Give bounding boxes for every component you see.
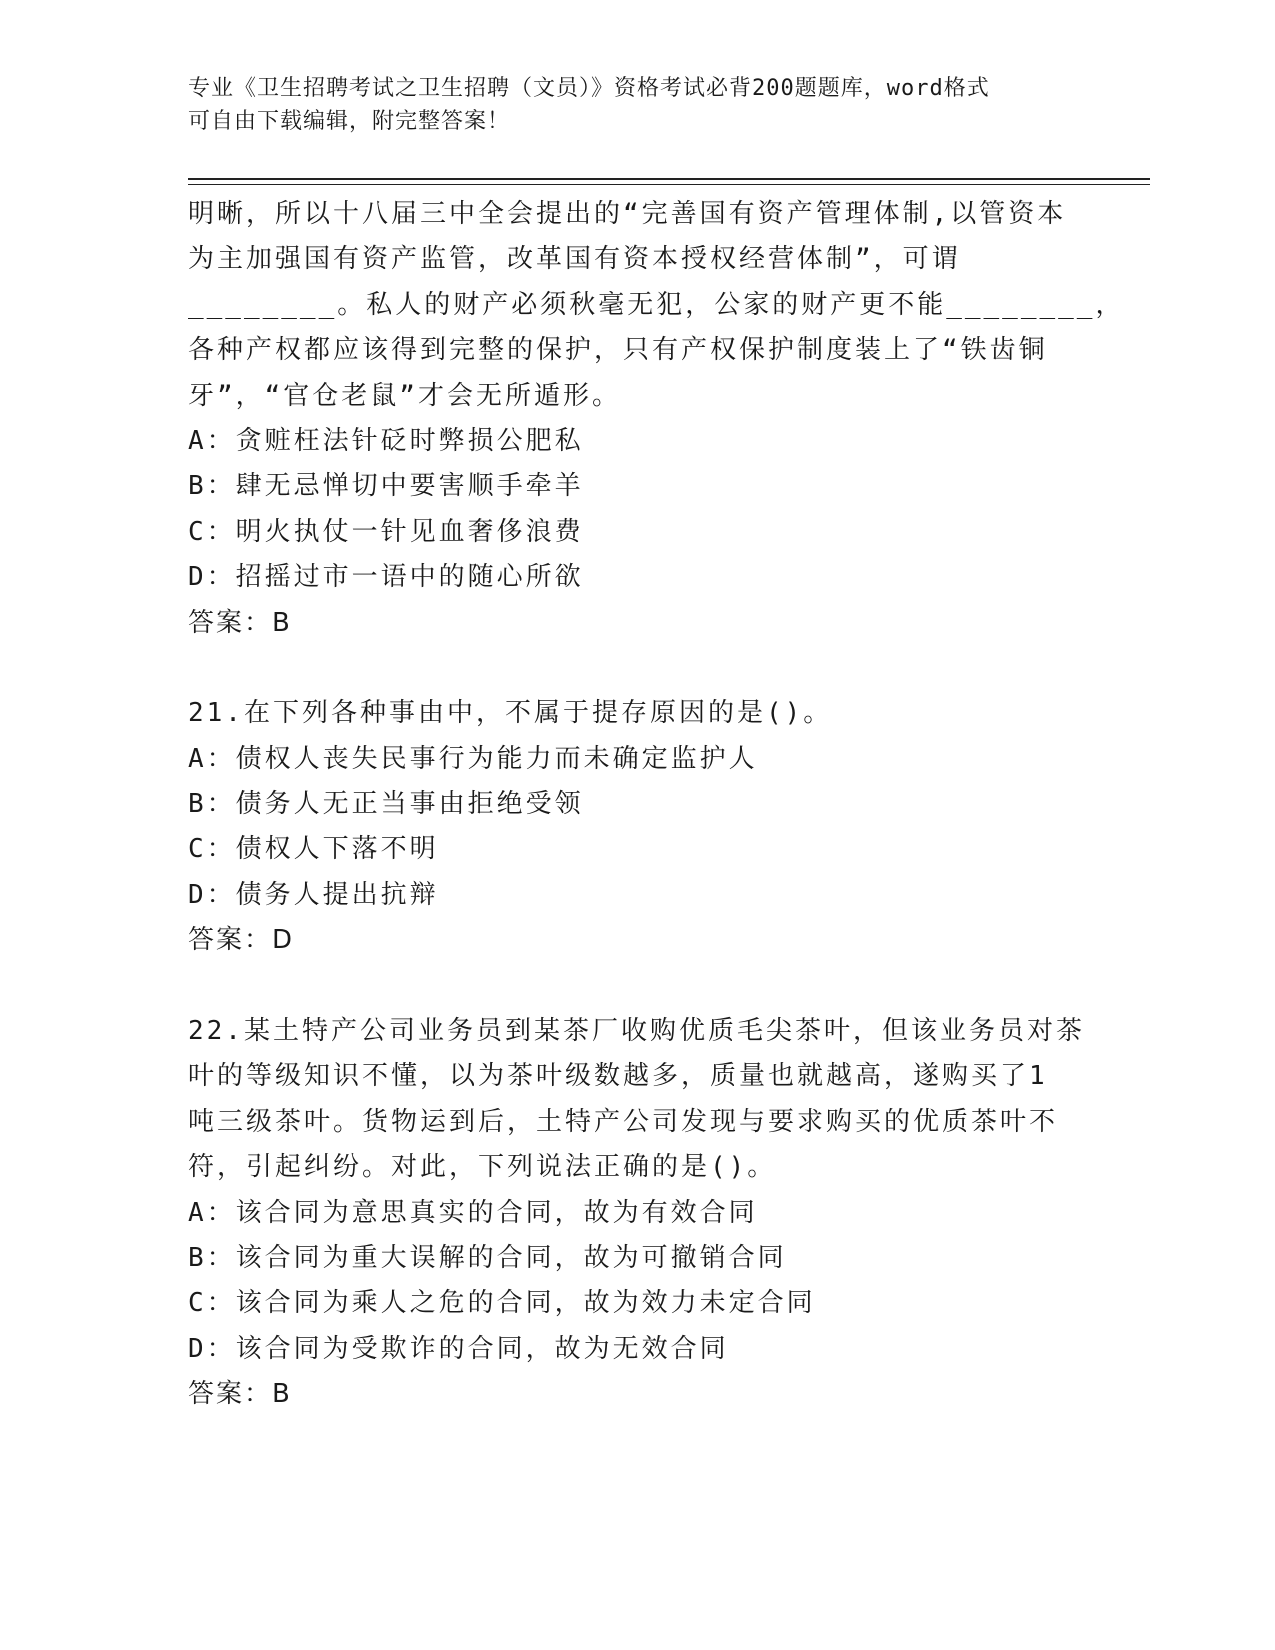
- option-a: A：债权人丧失民事行为能力而未确定监护人: [188, 743, 758, 774]
- option-b: B：该合同为重大误解的合同，故为可撤销合同: [188, 1242, 787, 1273]
- answer-label: 答案：D: [188, 925, 295, 956]
- question-stem-line: 22.某土特产公司业务员到某茶厂收购优质毛尖茶叶，但该业务员对茶: [188, 1016, 1085, 1047]
- option-b: B：肆无忌惮切中要害顺手牵羊: [188, 471, 584, 502]
- question-22: [188, 1009, 1088, 1418]
- question-stem-line: ________。私人的财产必须秋毫无犯，公家的财产更不能________，: [188, 289, 1125, 320]
- question-stem-line: 21.在下列各种事由中，不属于提存原因的是()。: [188, 698, 833, 729]
- option-d: D：该合同为受欺诈的合同，故为无效合同: [188, 1333, 729, 1364]
- spacer: [188, 646, 1088, 691]
- spacer: [188, 964, 1088, 1009]
- question-content: [188, 192, 1125, 1418]
- question-stem-line: 叶的等级知识不懂，以为茶叶级数越多，质量也就越高，遂购买了1: [188, 1061, 1048, 1092]
- document-header: [188, 72, 1068, 138]
- question-stem-line: 牙”，“官仓老鼠”才会无所遁形。: [188, 380, 621, 411]
- question-stem-line: 明晰，所以十八届三中全会提出的“完善国有资产管理体制,以管资本: [188, 199, 1067, 229]
- option-c: C：债权人下落不明: [188, 834, 439, 865]
- question-stem-line: 为主加强国有资产监管，改革国有资本授权经营体制”，可谓: [188, 244, 961, 275]
- header-line-2: 可自由下载编辑，附完整答案！: [188, 109, 511, 134]
- option-a: A：贪赃枉法针砭时弊损公肥私: [188, 425, 584, 456]
- option-a: A：该合同为意思真实的合同，故为有效合同: [188, 1197, 758, 1228]
- question-stem-line: 符，引起纠纷。对此，下列说法正确的是()。: [188, 1152, 777, 1183]
- answer-label: 答案：B: [188, 607, 292, 638]
- question-20: [188, 192, 1125, 646]
- header-line-1: 专业《卫生招聘考试之卫生招聘（文员）》资格考试必背200题题库，word格式: [188, 76, 990, 101]
- question-stem-line: 各种产权都应该得到完整的保护，只有产权保护制度装上了“铁齿铜: [188, 335, 1048, 366]
- question-21: [188, 691, 1088, 963]
- option-c: C：该合同为乘人之危的合同，故为效力未定合同: [188, 1288, 816, 1319]
- option-b: B：债务人无正当事由拒绝受领: [188, 789, 584, 820]
- answer-label: 答案：B: [188, 1379, 292, 1410]
- option-d: D：债务人提出抗辩: [188, 879, 439, 910]
- header-divider-thick: [188, 178, 1150, 180]
- header-divider-thin: [188, 184, 1150, 185]
- option-d: D：招摇过市一语中的随心所欲: [188, 562, 584, 593]
- question-stem-line: 吨三级茶叶。货物运到后，土特产公司发现与要求购买的优质茶叶不: [188, 1106, 1059, 1137]
- option-c: C：明火执仗一针见血奢侈浪费: [188, 516, 584, 547]
